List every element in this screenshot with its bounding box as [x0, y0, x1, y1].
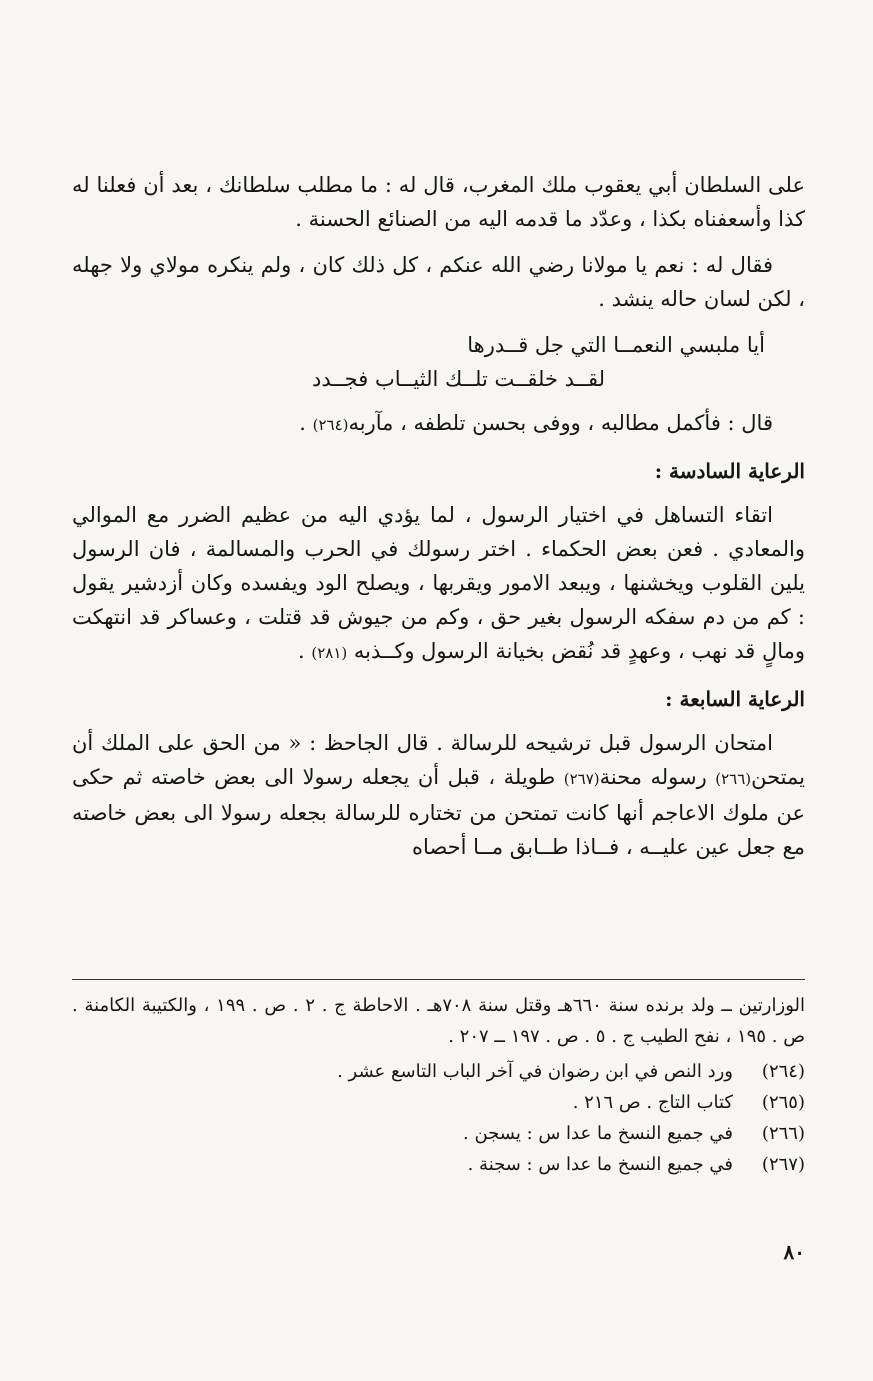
footnote-number: (٢٦٧) [761, 1154, 805, 1175]
footnotes [72, 990, 805, 1180]
paragraph-4 [72, 498, 805, 670]
footnote-text: كتاب التاج . ص ٢١٦ . [572, 1092, 733, 1113]
paragraph-1: على السلطان أبي يعقوب ملك المغرب، قال له : ما مطلب سلطانك ، بعد أن فعلنا له كذا وأسعفناه بكذا ، وعدّد ما قدمه اليه من الصنائع الحسنة . [72, 173, 805, 231]
paragraph-4-end: . [297, 639, 312, 663]
page-number: ٨٠ [783, 1240, 805, 1264]
footnote-ref-267: (٢٦٧) [563, 770, 600, 788]
main-text [72, 168, 805, 876]
footnote-continuation: الوزارتين ــ ولد برنده سنة ٦٦٠هـ وقتل سنة ٧٠٨هـ . الاحاطة ج . ٢ . ص . ١٩٩ ، والكتيبة الكامنة . ص . ١٩٥ ، نفح الطيب ج . ٥ . ص . ١٩٧ ــ ٢٠٧ . [72, 995, 805, 1047]
footnote-number: (٢٦٤) [761, 1061, 805, 1082]
footnote-item [72, 1087, 805, 1118]
section-heading-sixth: الرعاية السادسة : [654, 459, 805, 483]
verse-line-1: أيا ملبسي النعمــا التي جل قــدرها [467, 333, 765, 357]
paragraph-5-part-b: رسوله محنة [599, 765, 716, 789]
paragraph-3-text: قال : فأكمل مطالبه ، ووفى بحسن تلطفه ، مآربه [348, 411, 773, 435]
footnote-number: (٢٦٥) [761, 1092, 805, 1113]
section-heading-seventh: الرعاية السابعة : [665, 687, 805, 711]
poem-verses [72, 328, 805, 396]
paragraph-5-part-a: امتحان الرسول قبل ترشيحه للرسالة . قال الجاحظ : « من الحق على الملك أن يمتحن [72, 731, 805, 789]
footnote-ref-266: (٢٦٦) [715, 770, 752, 788]
footnote-ref-281: (٢٨١) [311, 644, 348, 662]
paragraph-3 [72, 406, 805, 442]
paragraph-2: فقال له : نعم يا مولانا رضي الله عنكم ، كل ذلك كان ، ولم ينكره مولاي ولا جهله ، لكن لسان حاله ينشد . [72, 253, 805, 311]
footnote-number: (٢٦٦) [761, 1123, 805, 1144]
footnote-text: في جميع النسخ ما عدا س : سجنة . [467, 1154, 733, 1175]
paragraph-4-text: اتقاء التساهل في اختيار الرسول ، لما يؤدي اليه من عظيم الضرر مع الموالي والمعادي . فعن بعض الحكماء . اختر رسولك في الحرب والمسالمة ، فان الرسول يلين القلوب ويخشنها ، ويبعد الامور ويقربها ، ويصلح الود ويفسده وكان أزدشير يقول : كم من دم سفكه الرسول بغير حق ، وكم من جيوش قد قتلت ، وعساكر قد انتهكت ومالٍ قد نهب ، وعهدٍ قد نُقض بخيانة الرسول وكــذبه [72, 503, 806, 663]
footnote-ref-264: (٢٦٤) [312, 416, 349, 434]
footnote-item [72, 1118, 805, 1149]
paragraph-5 [72, 726, 805, 864]
verse-line-2: لقــد خلقــت تلــك الثيــاب فجــدد [312, 367, 605, 391]
footnote-divider [72, 979, 805, 980]
footnote-text: ورد النص في ابن رضوان في آخر الباب التاسع عشر . [337, 1061, 733, 1082]
paragraph-3-end: . [299, 411, 313, 435]
paragraph-5-part-c: طويلة ، قبل أن يجعله رسولا الى بعض خاصته ثم حكى عن ملوك الاعاجم أنها كانت تمتحن من تختاره للرسالة بجعله رسولا الى بعض خاصته مع جعل عين عليــه ، فــاذا طــابق مــا أحصاه [72, 765, 805, 859]
footnote-item [72, 1056, 805, 1087]
footnote-item [72, 1149, 805, 1180]
footnote-text: في جميع النسخ ما عدا س : يسجن . [463, 1123, 733, 1144]
